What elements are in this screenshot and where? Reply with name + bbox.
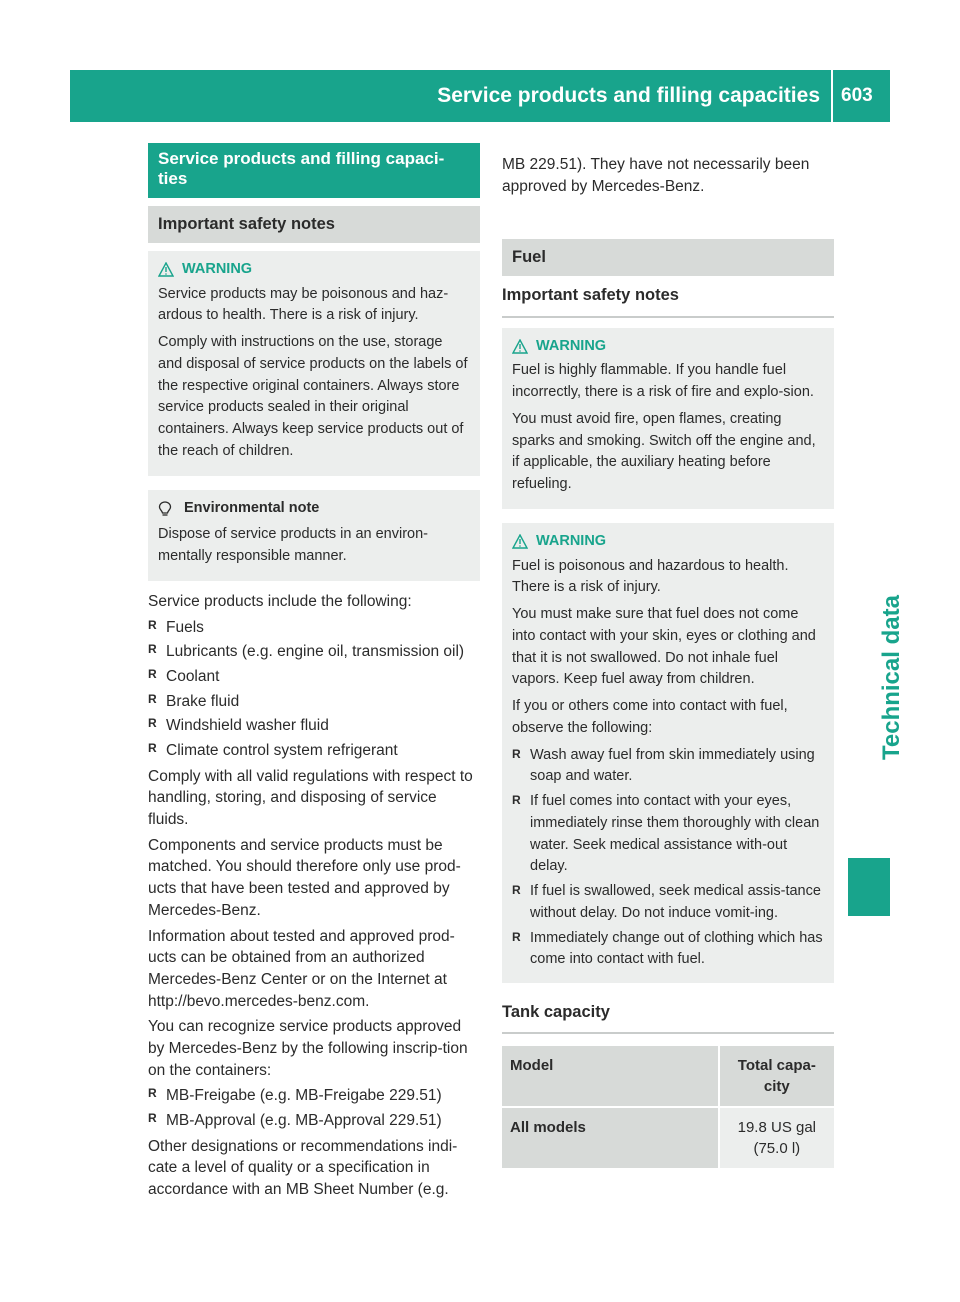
paragraph: Information about tested and approved prod-ucts can be obtained from an authorized Mercedes-Benz Center or on the Internet at http://bevo.mercedes-benz.com. xyxy=(148,927,455,1010)
right-column xyxy=(502,154,834,1170)
fuel-subtitle: Important safety notes xyxy=(502,276,834,317)
list-item: R Lubricants (e.g. engine oil, transmission oil) xyxy=(148,642,465,661)
list-item: R Fuels xyxy=(148,617,204,636)
continuation-text xyxy=(502,154,834,197)
warning-triangle-icon xyxy=(512,534,528,549)
products-list xyxy=(148,617,480,762)
warning-label: WARNING xyxy=(536,337,607,354)
table-header-row xyxy=(502,1046,834,1108)
bullet-marker-icon: R xyxy=(148,1086,157,1101)
paragraph: You can recognize service products approved by Mercedes-Benz by the following inscrip-tion on the containers: xyxy=(148,1018,468,1079)
paragraph: Other designations or recommendations indi-cate a level of quality or a specification in accordance with an MB Sheet Number (e.g. xyxy=(148,1137,458,1199)
side-tab-marker xyxy=(848,858,890,916)
warning-text: If you or others come into contact with fuel, observe the following: xyxy=(512,698,788,736)
warning-label: WARNING xyxy=(536,532,607,549)
warning-text: Fuel is poisonous and hazardous to health. There is a risk of injury. xyxy=(512,557,789,596)
side-tab-label: Technical data xyxy=(878,595,905,760)
subsection-title: Important safety notes xyxy=(148,206,480,243)
bullet-marker-icon: R xyxy=(148,741,157,755)
left-column xyxy=(148,143,480,1205)
warning-header xyxy=(158,259,470,281)
environmental-note-box xyxy=(148,490,480,581)
bullet-marker-icon: R xyxy=(148,716,157,731)
bullet-marker-icon: R xyxy=(148,617,157,632)
fuel-contact-steps xyxy=(512,745,824,972)
tank-capacity-title: Tank capacity xyxy=(502,993,834,1034)
bullet-marker-icon: R xyxy=(148,642,157,657)
environmental-note-header xyxy=(158,498,470,520)
warning-text: Service products may be poisonous and haz-ardous to health. There is a risk of injury. xyxy=(158,285,449,324)
table-cell: 19.8 US gal (75.0 l) xyxy=(720,1108,834,1168)
section-title: Service products and filling capaci- ties xyxy=(148,143,480,198)
list-item: R If fuel is swallowed, seek medical assis-tance without delay. Do not induce vomit-ing. xyxy=(512,883,821,921)
lightbulb-icon xyxy=(158,501,172,517)
tank-capacity-table xyxy=(502,1046,834,1170)
warning-text: You must make sure that fuel does not come into contact with your skin, eyes or clothing and that it is not swallowed. Do not inhale fuel vapors. Keep fuel away from children. xyxy=(512,606,816,688)
table-header-cell: Model xyxy=(502,1046,718,1106)
list-item: R MB-Freigabe (e.g. MB-Freigabe 229.51) xyxy=(148,1086,442,1105)
list-item: R MB-Approval (e.g. MB-Approval 229.51) xyxy=(148,1111,442,1129)
paragraph: MB 229.51). They have not necessarily been approved by Mercedes-Benz. xyxy=(502,156,810,195)
list-item: R Coolant xyxy=(148,666,220,685)
paragraph: Components and service products must be matched. You should therefore only use prod-ucts that have been tested and approved by Mercedes-Benz. xyxy=(148,836,461,919)
list-item: R Immediately change out of clothing which has come into contact with fuel. xyxy=(512,929,823,968)
header-title: Service products and filling capacities xyxy=(437,84,820,107)
bullet-marker-icon: R xyxy=(148,1111,157,1125)
warning-text: You must avoid fire, open flames, creating sparks and smoking. Switch off the engine and, if applicable, the auxiliary heating before refueling. xyxy=(512,410,816,493)
header-divider xyxy=(831,70,833,122)
paragraph: Comply with all valid regulations with respect to handling, storing, and disposing of service fluids. xyxy=(148,767,473,829)
body-text xyxy=(148,591,480,1201)
products-intro: Service products include the following: xyxy=(148,592,412,610)
warning-label: WARNING xyxy=(182,260,253,277)
table-row xyxy=(502,1108,834,1170)
page-header xyxy=(70,70,890,122)
warning-header xyxy=(512,336,824,358)
list-item: R If fuel comes into contact with your eyes, immediately rinse them thoroughly with clean water. Seek medical assistance with-out delay. xyxy=(512,793,820,875)
warning-triangle-icon xyxy=(158,262,174,277)
warning-header xyxy=(512,531,824,553)
environmental-note-text: Dispose of service products in an environ-mentally responsible manner. xyxy=(158,526,428,565)
environmental-note-label: Environmental note xyxy=(184,499,320,516)
bullet-marker-icon: R xyxy=(512,929,521,944)
list-item: R Climate control system refrigerant xyxy=(148,741,398,759)
inscriptions-list xyxy=(148,1085,480,1131)
warning-text: Comply with instructions on the use, storage and disposal of service products on the labels of the respective original containers. Always store service products sealed in their original containers. Always keep service products out of the reach of children. xyxy=(158,334,468,459)
bullet-marker-icon: R xyxy=(148,666,157,681)
list-item: R Windshield washer fluid xyxy=(148,716,329,735)
bullet-marker-icon: R xyxy=(512,883,521,898)
table-header-cell: Total capa-city xyxy=(720,1046,834,1106)
fuel-title: Fuel xyxy=(502,239,834,276)
warning-triangle-icon xyxy=(512,339,528,354)
warning-box xyxy=(148,251,480,476)
bullet-marker-icon: R xyxy=(512,746,521,761)
warning-box xyxy=(502,328,834,509)
bullet-marker-icon: R xyxy=(148,691,157,706)
warning-box xyxy=(502,523,834,983)
page-number: 603 xyxy=(841,85,873,106)
table-cell: All models xyxy=(502,1108,718,1168)
list-item: R Brake fluid xyxy=(148,691,240,710)
list-item: R Wash away fuel from skin immediately using soap and water. xyxy=(512,746,815,785)
bullet-marker-icon: R xyxy=(512,793,521,808)
warning-text: Fuel is highly flammable. If you handle fuel incorrectly, there is a risk of fire and explo-sion. xyxy=(512,362,814,401)
